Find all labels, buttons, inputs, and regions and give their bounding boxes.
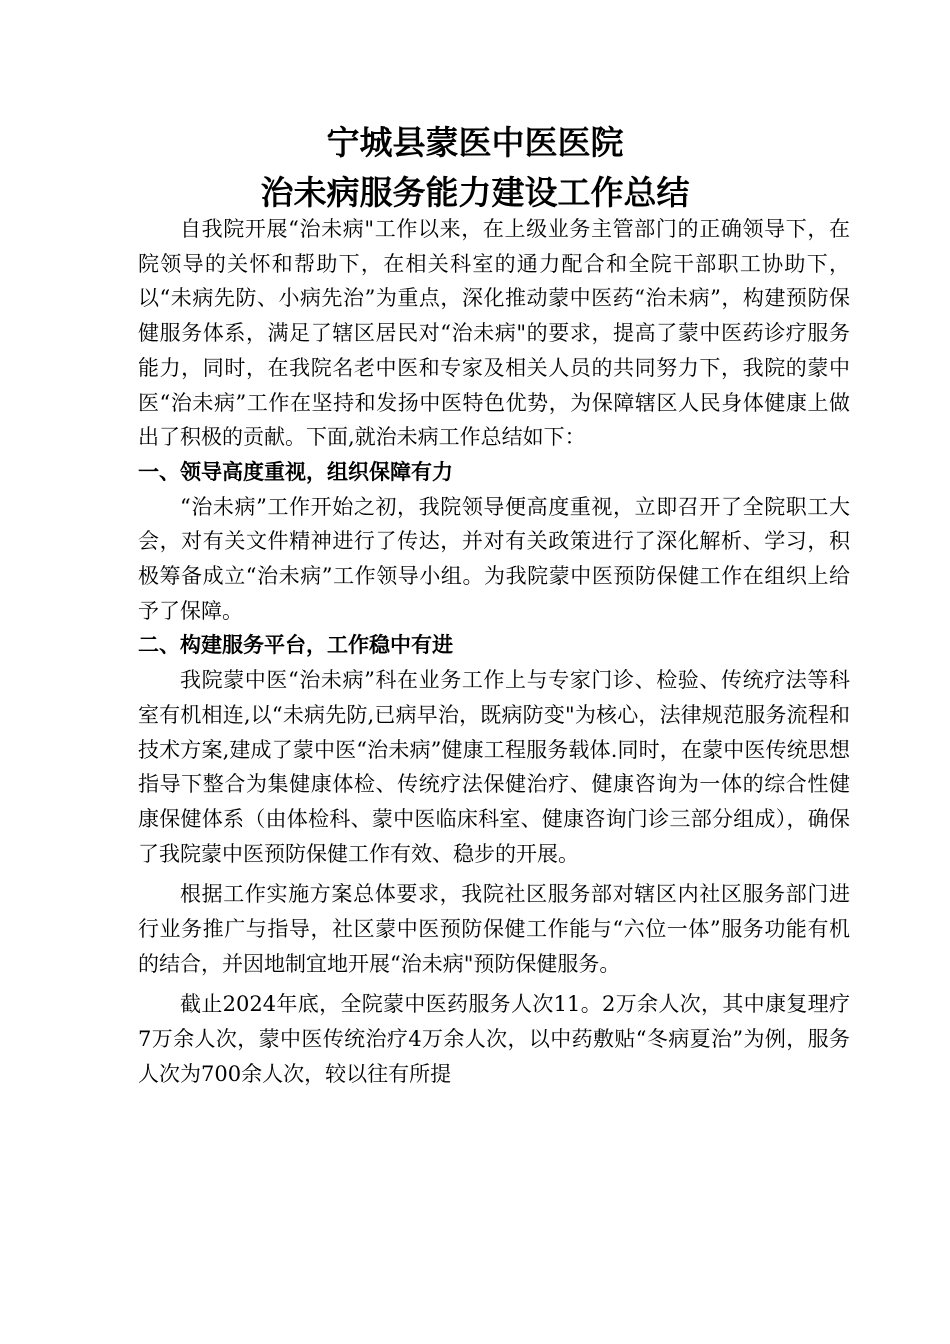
intro-paragraph: 自我院开展“治未病"工作以来，在上级业务主管部门的正确领导下，在院领导的关怀和帮助下，在相关科室的通力配合和全院干部职工协助下，以“未病先防、小病先治”为重点，深化推动蒙中医药“治未病”，构建预防保健服务体系，满足了辖区居民对“治未病"的要求，提高了蒙中医药诊疗服务能力，同时，在我院名老中医和专家及相关人员的共同努力下，我院的蒙中医“治未病”工作在坚持和发扬中医特色优势，为保障辖区人民身体健康上做出了积极的贡献。下面,就治未病工作总结如下： [138, 217, 850, 450]
document-title-report: 治未病服务能力建设工作总结 [260, 173, 690, 212]
section-1-heading: 一、领导高度重视，组织保障有力 [138, 458, 453, 484]
section-2-heading: 二、构建服务平台，工作稳中有进 [138, 632, 453, 658]
document-body [138, 212, 850, 1092]
section-2-paragraph: 截止2024年底，全院蒙中医药服务人次11。2万余人次，其中康复理疗7万余人次，蒙中医传统治疗4万余人次，以中药敷贴“冬病夏治”为例，服务人次为700余人次，较以往有所提 [138, 992, 850, 1086]
section-2-paragraph: 根据工作实施方案总体要求，我院社区服务部对辖区内社区服务部门进行业务推广与指导，社区蒙中医预防保健工作能与“六位一体”服务功能有机的结合，并因地制宜地开展“治未病"预防保健服务。 [138, 882, 850, 976]
section-1-paragraph: “治未病”工作开始之初，我院领导便高度重视，立即召开了全院职工大会，对有关文件精神进行了传达，并对有关政策进行了深化解析、学习，积极筹备成立“治未病”工作领导小组。为我院蒙中医预防保健工作在组织上给予了保障。 [138, 494, 850, 623]
document-title-hospital: 宁城县蒙医中医医院 [326, 123, 624, 162]
document-title-block [0, 118, 950, 218]
section-2-paragraph: 我院蒙中医“治未病”科在业务工作上与专家门诊、检验、传统疗法等科室有机相连,以“未病先防,已病早治，既病防变"为核心，法律规范服务流程和技术方案,建成了蒙中医“治未病”健康工程服务载体.同时，在蒙中医传统思想指导下整合为集健康体检、传统疗法保健治疗、健康咨询为一体的综合性健康保健体系（由体检科、蒙中医临床科室、健康咨询门诊三部分组成），确保了我院蒙中医预防保健工作有效、稳步的开展。 [138, 668, 850, 866]
